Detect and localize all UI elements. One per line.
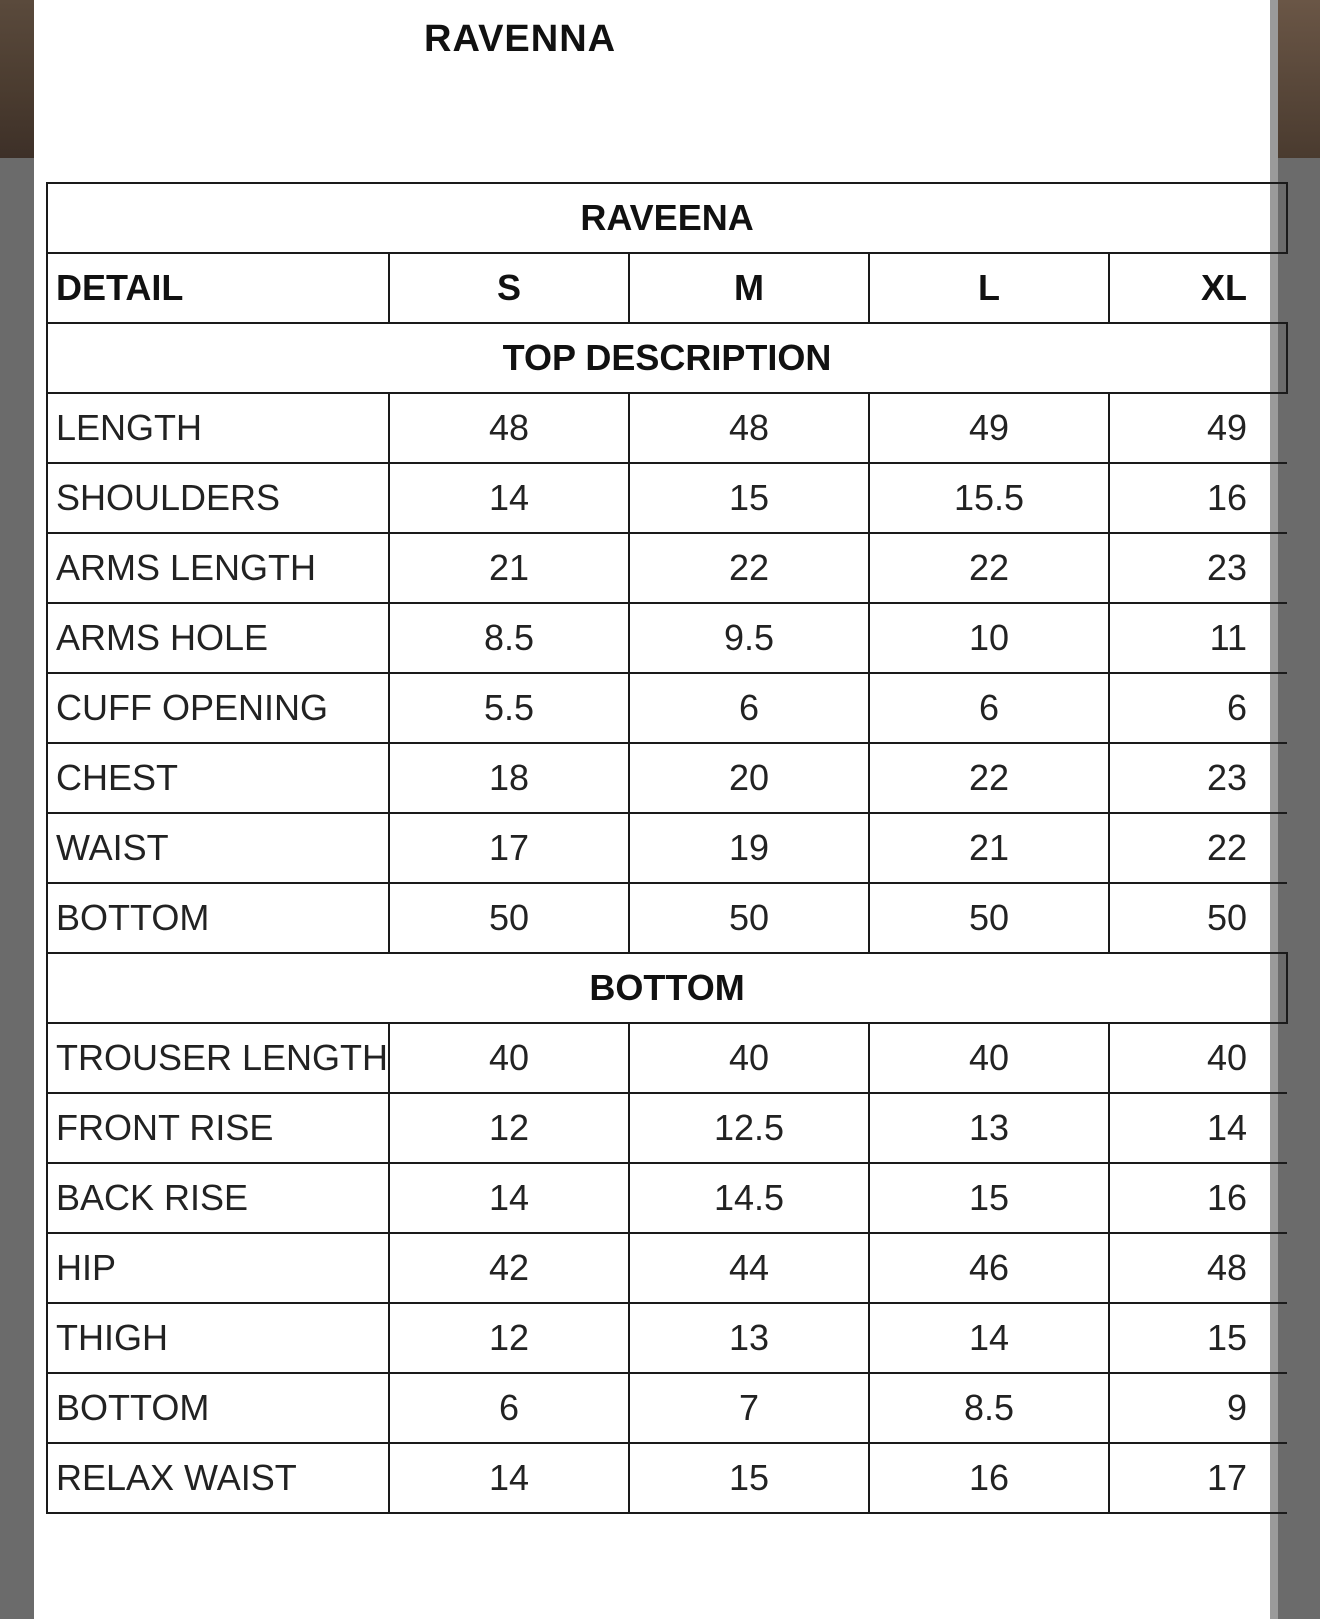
measurement-label: ARMS HOLE bbox=[47, 603, 389, 673]
table-header-row bbox=[47, 253, 1287, 323]
measurement-value: 12 bbox=[389, 1303, 629, 1373]
header-size-s: S bbox=[389, 253, 629, 323]
measurement-value: 50 bbox=[389, 883, 629, 953]
measurement-value: 13 bbox=[869, 1093, 1109, 1163]
measurement-label: ARMS LENGTH bbox=[47, 533, 389, 603]
measurement-value: 15.5 bbox=[869, 463, 1109, 533]
table-row bbox=[47, 1233, 1287, 1303]
table-title-row bbox=[47, 183, 1287, 253]
measurement-value: 50 bbox=[1109, 883, 1287, 953]
table-row bbox=[47, 1443, 1287, 1513]
measurement-value: 10 bbox=[869, 603, 1109, 673]
table-title: RAVEENA bbox=[47, 183, 1287, 253]
size-chart-table bbox=[46, 182, 1288, 1514]
table-row bbox=[47, 883, 1287, 953]
section-title: TOP DESCRIPTION bbox=[47, 323, 1287, 393]
measurement-value: 17 bbox=[1109, 1443, 1287, 1513]
measurement-label: HIP bbox=[47, 1233, 389, 1303]
measurement-value: 40 bbox=[389, 1023, 629, 1093]
measurement-label: WAIST bbox=[47, 813, 389, 883]
table-row bbox=[47, 743, 1287, 813]
measurement-label: FRONT RISE bbox=[47, 1093, 389, 1163]
section-row bbox=[47, 323, 1287, 393]
measurement-value: 50 bbox=[629, 883, 869, 953]
page-title: RAVENNA bbox=[424, 18, 617, 60]
measurement-value: 9.5 bbox=[629, 603, 869, 673]
measurement-label: BOTTOM bbox=[47, 1373, 389, 1443]
table-row bbox=[47, 813, 1287, 883]
measurement-value: 16 bbox=[1109, 1163, 1287, 1233]
measurement-value: 21 bbox=[869, 813, 1109, 883]
measurement-value: 12.5 bbox=[629, 1093, 869, 1163]
measurement-value: 18 bbox=[389, 743, 629, 813]
measurement-label: CHEST bbox=[47, 743, 389, 813]
measurement-value: 15 bbox=[1109, 1303, 1287, 1373]
measurement-value: 44 bbox=[629, 1233, 869, 1303]
measurement-value: 19 bbox=[629, 813, 869, 883]
measurement-value: 11 bbox=[1109, 603, 1287, 673]
measurement-value: 6 bbox=[1109, 673, 1287, 743]
measurement-value: 8.5 bbox=[869, 1373, 1109, 1443]
measurement-value: 21 bbox=[389, 533, 629, 603]
measurement-value: 22 bbox=[629, 533, 869, 603]
table-row bbox=[47, 1163, 1287, 1233]
measurement-value: 14.5 bbox=[629, 1163, 869, 1233]
measurement-value: 49 bbox=[1109, 393, 1287, 463]
measurement-value: 6 bbox=[629, 673, 869, 743]
measurement-value: 12 bbox=[389, 1093, 629, 1163]
measurement-value: 8.5 bbox=[389, 603, 629, 673]
measurement-value: 48 bbox=[389, 393, 629, 463]
measurement-label: TROUSER LENGTH bbox=[47, 1023, 389, 1093]
table-row bbox=[47, 463, 1287, 533]
measurement-value: 23 bbox=[1109, 743, 1287, 813]
table-row bbox=[47, 1023, 1287, 1093]
table-row bbox=[47, 603, 1287, 673]
measurement-value: 46 bbox=[869, 1233, 1109, 1303]
measurement-value: 15 bbox=[869, 1163, 1109, 1233]
measurement-value: 48 bbox=[1109, 1233, 1287, 1303]
background-photo-left bbox=[0, 0, 34, 158]
header-size-l: L bbox=[869, 253, 1109, 323]
measurement-value: 15 bbox=[629, 463, 869, 533]
section-title: BOTTOM bbox=[47, 953, 1287, 1023]
measurement-value: 14 bbox=[389, 1163, 629, 1233]
measurement-value: 14 bbox=[389, 1443, 629, 1513]
measurement-label: RELAX WAIST bbox=[47, 1443, 389, 1513]
measurement-label: BOTTOM bbox=[47, 883, 389, 953]
measurement-value: 13 bbox=[629, 1303, 869, 1373]
header-detail: DETAIL bbox=[47, 253, 389, 323]
table-row bbox=[47, 673, 1287, 743]
measurement-value: 6 bbox=[389, 1373, 629, 1443]
measurement-label: LENGTH bbox=[47, 393, 389, 463]
measurement-value: 20 bbox=[629, 743, 869, 813]
measurement-value: 16 bbox=[1109, 463, 1287, 533]
measurement-value: 6 bbox=[869, 673, 1109, 743]
table-row bbox=[47, 1303, 1287, 1373]
measurement-value: 9 bbox=[1109, 1373, 1287, 1443]
measurement-value: 16 bbox=[869, 1443, 1109, 1513]
table-row bbox=[47, 1093, 1287, 1163]
measurement-value: 50 bbox=[869, 883, 1109, 953]
measurement-value: 14 bbox=[389, 463, 629, 533]
measurement-value: 14 bbox=[1109, 1093, 1287, 1163]
table-row bbox=[47, 1373, 1287, 1443]
background-photo-right bbox=[1278, 0, 1320, 158]
measurement-value: 42 bbox=[389, 1233, 629, 1303]
measurement-value: 5.5 bbox=[389, 673, 629, 743]
header-size-xl: XL bbox=[1109, 253, 1287, 323]
measurement-value: 49 bbox=[869, 393, 1109, 463]
measurement-value: 22 bbox=[1109, 813, 1287, 883]
measurement-label: THIGH bbox=[47, 1303, 389, 1373]
measurement-label: BACK RISE bbox=[47, 1163, 389, 1233]
header-size-m: M bbox=[629, 253, 869, 323]
measurement-value: 40 bbox=[1109, 1023, 1287, 1093]
measurement-value: 15 bbox=[629, 1443, 869, 1513]
section-row bbox=[47, 953, 1287, 1023]
measurement-label: SHOULDERS bbox=[47, 463, 389, 533]
measurement-value: 7 bbox=[629, 1373, 869, 1443]
measurement-label: CUFF OPENING bbox=[47, 673, 389, 743]
measurement-value: 23 bbox=[1109, 533, 1287, 603]
measurement-value: 40 bbox=[869, 1023, 1109, 1093]
measurement-value: 22 bbox=[869, 533, 1109, 603]
measurement-value: 22 bbox=[869, 743, 1109, 813]
measurement-value: 48 bbox=[629, 393, 869, 463]
table-row bbox=[47, 393, 1287, 463]
measurement-value: 17 bbox=[389, 813, 629, 883]
measurement-value: 14 bbox=[869, 1303, 1109, 1373]
table-row bbox=[47, 533, 1287, 603]
measurement-value: 40 bbox=[629, 1023, 869, 1093]
